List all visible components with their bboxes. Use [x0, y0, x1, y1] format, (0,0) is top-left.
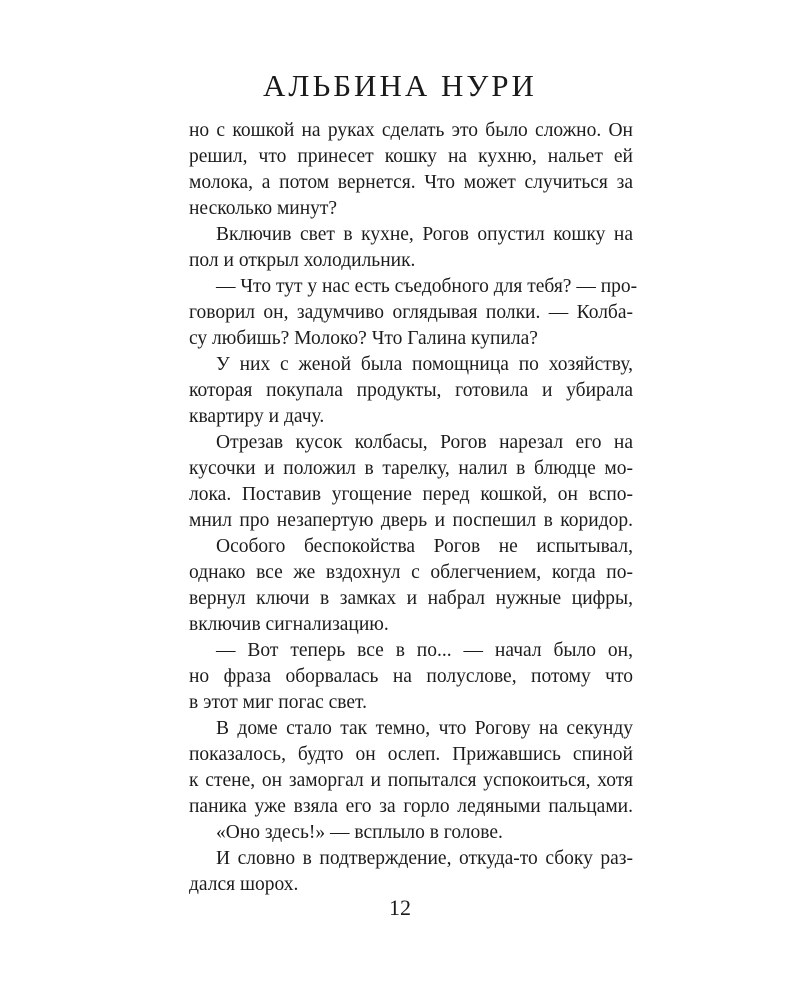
text-line: квартиру и дачу. [189, 406, 325, 427]
text-line: несколько минут? [189, 198, 338, 219]
text-line: дался шорох. [189, 874, 299, 895]
text-line: «Оно здесь!» — всплыло в голове. [216, 822, 503, 843]
text-line: говорил он, задумчиво оглядывая полки. — Колба- [189, 302, 633, 323]
body-text [189, 118, 638, 898]
text-line: И словно в подтверждение, откуда-то сбоку раз- [216, 848, 633, 869]
text-line: показалось, будто он ослеп. Прижавшись спиной [189, 744, 633, 765]
text-line: лока. Поставив угощение перед кошкой, он вспо- [189, 484, 633, 505]
text-line: Включив свет в кухне, Рогов опустил кошку на [216, 224, 633, 245]
text-line: однако все же вздохнул с облегчением, когда по- [189, 562, 633, 583]
text-line: вернул ключи в замках и набрал нужные цифры, [189, 588, 633, 609]
text-line: В доме стало так темно, что Рогову на секунду [216, 718, 633, 739]
text-line: Особого беспокойства Рогов не испытывал, [216, 536, 633, 557]
text-line: к стене, он заморгал и попытался успокоиться, хотя [189, 770, 633, 791]
text-line: Отрезав кусок колбасы, Рогов нарезал его на [216, 432, 633, 453]
text-line: — Вот теперь все в по... — начал было он, [216, 640, 633, 661]
text-line: в этот миг погас свет. [189, 692, 367, 713]
text-line: кусочки и положил в тарелку, налил в блюдце мо- [189, 458, 633, 479]
page-number: 12 [389, 895, 411, 920]
text-line: решил, что принесет кошку на кухню, нальет ей [189, 146, 633, 167]
text-line: У них с женой была помощница по хозяйству, [216, 354, 633, 375]
text-line: паника уже взяла его за горло ледяными пальцами. [189, 796, 633, 817]
text-line: су любишь? Молоко? Что Галина купила? [189, 328, 538, 349]
text-line: но с кошкой на руках сделать это было сложно. Он [189, 120, 633, 141]
text-line: которая покупала продукты, готовила и убирала [189, 380, 633, 401]
text-line: — Что тут у нас есть съедобного для тебя? — про- [216, 276, 638, 297]
text-line: молока, а потом вернется. Что может случиться за [189, 172, 633, 193]
text-line: мнил про незапертую дверь и поспешил в коридор. [189, 510, 633, 531]
text-line: включив сигнализацию. [189, 614, 389, 635]
running-header-author: АЛЬБИНА НУРИ [263, 68, 537, 103]
text-line: пол и открыл холодильник. [189, 250, 416, 271]
text-line: но фраза оборвалась на полуслове, потому что [189, 666, 633, 687]
